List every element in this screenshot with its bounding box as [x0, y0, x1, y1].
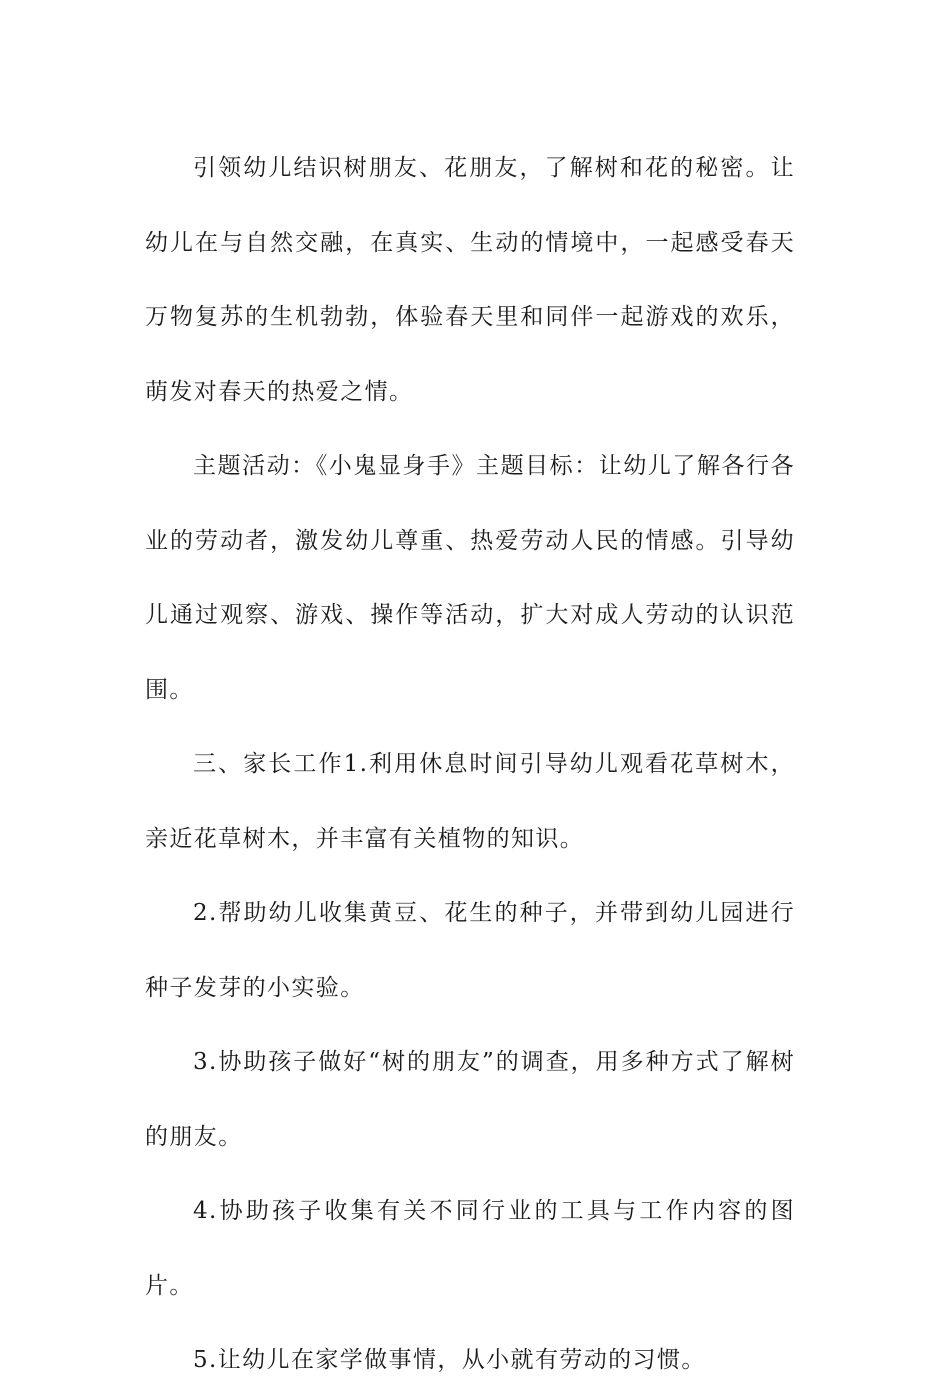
paragraph-parent-work-3: 3.协助孩子做好“树的朋友”的调查，用多种方式了解树的朋友。	[145, 1049, 795, 1150]
document-body	[145, 131, 795, 1398]
paragraph-parent-work-2: 2.帮助幼儿收集黄豆、花生的种子，并带到幼儿园进行种子发芽的小实验。	[145, 900, 795, 1001]
paragraph-parent-work-5: 5.让幼儿在家学做事情，从小就有劳动的习惯。	[193, 1347, 706, 1373]
paragraph-parent-work-1: 三、家长工作1.利用休息时间引导幼儿观看花草树木，亲近花草树木，并丰富有关植物的知识。	[145, 751, 795, 852]
paragraph-spring-theme: 引领幼儿结识树朋友、花朋友，了解树和花的秘密。让幼儿在与自然交融，在真实、生动的情境中，一起感受春天万物复苏的生机勃勃，体验春天里和同伴一起游戏的欢乐，萌发对春天的热爱之情。	[145, 155, 795, 405]
paragraph-parent-work-4: 4.协助孩子收集有关不同行业的工具与工作内容的图片。	[145, 1198, 795, 1299]
paragraph-labor-theme: 主题活动：《小鬼显身手》主题目标：让幼儿了解各行各业的劳动者，激发幼儿尊重、热爱劳动人民的情感。引导幼儿通过观察、游戏、操作等活动，扩大对成人劳动的认识范围。	[145, 453, 795, 703]
